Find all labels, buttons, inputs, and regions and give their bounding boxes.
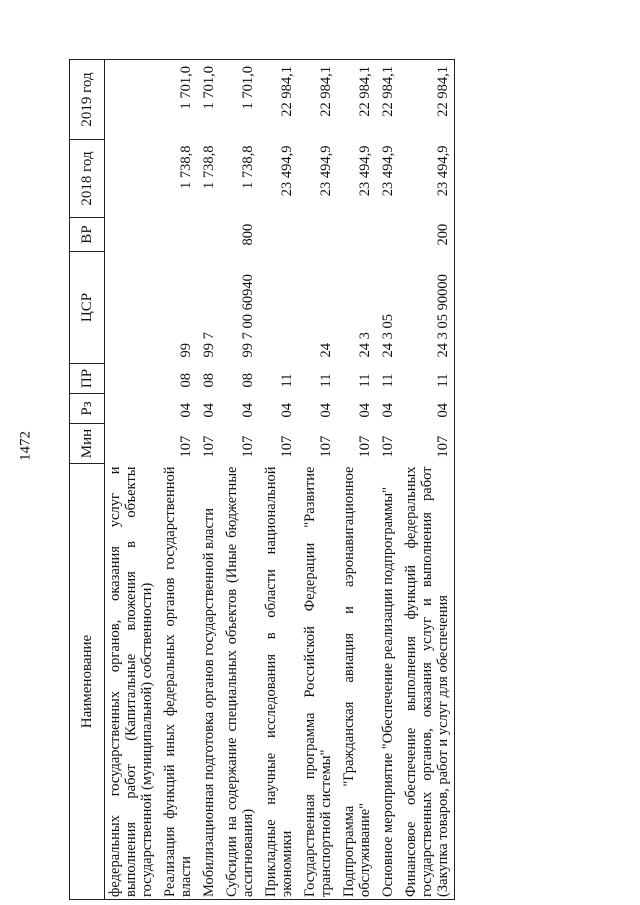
row-min: 107 <box>178 435 194 458</box>
row-2018: 23 494,9 <box>399 140 455 218</box>
row-name: Основное мероприятие "Обеспечение реализации подпрограммы" <box>376 464 399 900</box>
row-rz: 04 <box>357 403 373 418</box>
row-2018 <box>105 140 159 218</box>
table-row <box>337 60 376 900</box>
row-pr: 08 <box>178 373 194 388</box>
row-csr <box>105 252 159 364</box>
rotated-page-content <box>69 60 594 900</box>
row-2019: 22 984,1 <box>399 60 455 140</box>
row-min: 107 <box>201 435 217 458</box>
row-csr: 24 3 05 <box>380 314 396 358</box>
row-rz <box>105 394 159 424</box>
row-csr: 99 7 <box>201 332 217 358</box>
row-2018: 23 494,9 <box>279 145 295 197</box>
table-row <box>259 60 298 900</box>
row-vr <box>337 218 376 252</box>
table-row <box>298 60 337 900</box>
row-csr: 24 3 05 90000 <box>399 252 455 364</box>
row-2019: 1 701,0 <box>197 60 220 140</box>
table-row <box>220 60 259 900</box>
row-min: 107 <box>357 435 373 458</box>
row-2018: 1 738,8 <box>178 145 194 189</box>
row-rz: 04 <box>318 403 334 418</box>
page-number-text: 1472 <box>17 431 34 461</box>
row-2019 <box>105 60 159 140</box>
row-2018: 23 494,9 <box>318 145 334 197</box>
row-csr <box>259 252 298 364</box>
row-vr <box>158 218 197 252</box>
row-name: Субсидии на содержание специальных объектов (Иные бюджетные ассигнования) <box>220 464 259 900</box>
row-min: 107 <box>399 424 455 464</box>
row-rz: 04 <box>178 403 194 418</box>
header-name: Наименование <box>70 464 105 900</box>
row-pr: 11 <box>318 373 334 388</box>
page-number <box>14 426 38 466</box>
row-pr: 08 <box>240 373 256 388</box>
header-csr: ЦСР <box>70 252 105 364</box>
table-row <box>197 60 220 900</box>
header-2018: 2018 год <box>70 140 105 218</box>
row-vr: 800 <box>240 223 256 246</box>
row-2019: 22 984,1 <box>376 60 399 140</box>
row-2019: 1 701,0 <box>158 60 197 140</box>
row-name: Прикладные научные исследования в области национальной экономики <box>259 464 298 900</box>
row-pr: 11 <box>279 373 295 388</box>
row-vr: 200 <box>399 218 455 252</box>
row-2019: 22 984,1 <box>259 60 298 140</box>
row-name: Финансовое обеспечение выполнения функций федеральных государственных органов, оказания услуг и выполнения работ (Закупка товаров, работ и услуг для обеспечения <box>399 464 455 900</box>
row-min: 107 <box>240 435 256 458</box>
row-rz: 04 <box>399 394 455 424</box>
row-vr <box>298 218 337 252</box>
row-rz: 04 <box>279 403 295 418</box>
row-name: федеральных государственных органов, оказания услуг и выполнения работ (Капитальные вложения в объекты государственной (муниципальной) собственности) <box>105 464 159 900</box>
table-row <box>376 60 399 900</box>
table-row <box>105 60 159 900</box>
row-rz: 04 <box>240 403 256 418</box>
row-min: 107 <box>380 435 396 458</box>
row-rz: 04 <box>380 403 396 418</box>
row-2018: 23 494,9 <box>380 145 396 197</box>
header-min: Мин <box>70 424 105 464</box>
row-min <box>105 424 159 464</box>
row-pr: 11 <box>380 373 396 388</box>
row-rz: 04 <box>201 403 217 418</box>
row-pr <box>105 364 159 394</box>
row-2019: 22 984,1 <box>298 60 337 140</box>
budget-table <box>69 59 455 900</box>
row-pr: 08 <box>201 373 217 388</box>
row-name: Реализация функций иных федеральных органов государственной власти <box>158 464 197 900</box>
row-name: Мобилизационная подготовка органов государственной власти <box>197 464 220 900</box>
header-rz: Рз <box>70 394 105 424</box>
row-vr <box>197 218 220 252</box>
table-row <box>399 60 455 900</box>
table-header-row <box>70 60 105 900</box>
row-csr: 99 7 00 60940 <box>240 274 256 358</box>
header-vr: ВР <box>70 218 105 252</box>
row-vr <box>259 218 298 252</box>
row-csr: 24 3 <box>357 332 373 358</box>
header-pr: ПР <box>70 364 105 394</box>
row-2018: 23 494,9 <box>357 145 373 197</box>
row-2019: 22 984,1 <box>337 60 376 140</box>
row-vr <box>105 218 159 252</box>
row-vr <box>376 218 399 252</box>
row-2018: 1 738,8 <box>201 145 217 189</box>
table-row <box>158 60 197 900</box>
row-name: Подпрограмма "Гражданская авиация и аэронавигационное обслуживание" <box>337 464 376 900</box>
row-csr: 99 <box>178 343 194 358</box>
header-2019: 2019 год <box>70 60 105 140</box>
row-csr: 24 <box>318 343 334 358</box>
row-pr: 11 <box>399 364 455 394</box>
row-2018: 1 738,8 <box>240 145 256 189</box>
row-pr: 11 <box>357 373 373 388</box>
row-2019: 1 701,0 <box>220 60 259 140</box>
row-min: 107 <box>318 435 334 458</box>
row-min: 107 <box>279 435 295 458</box>
row-name: Государственная программа Российской Федерации "Развитие транспортной системы" <box>298 464 337 900</box>
